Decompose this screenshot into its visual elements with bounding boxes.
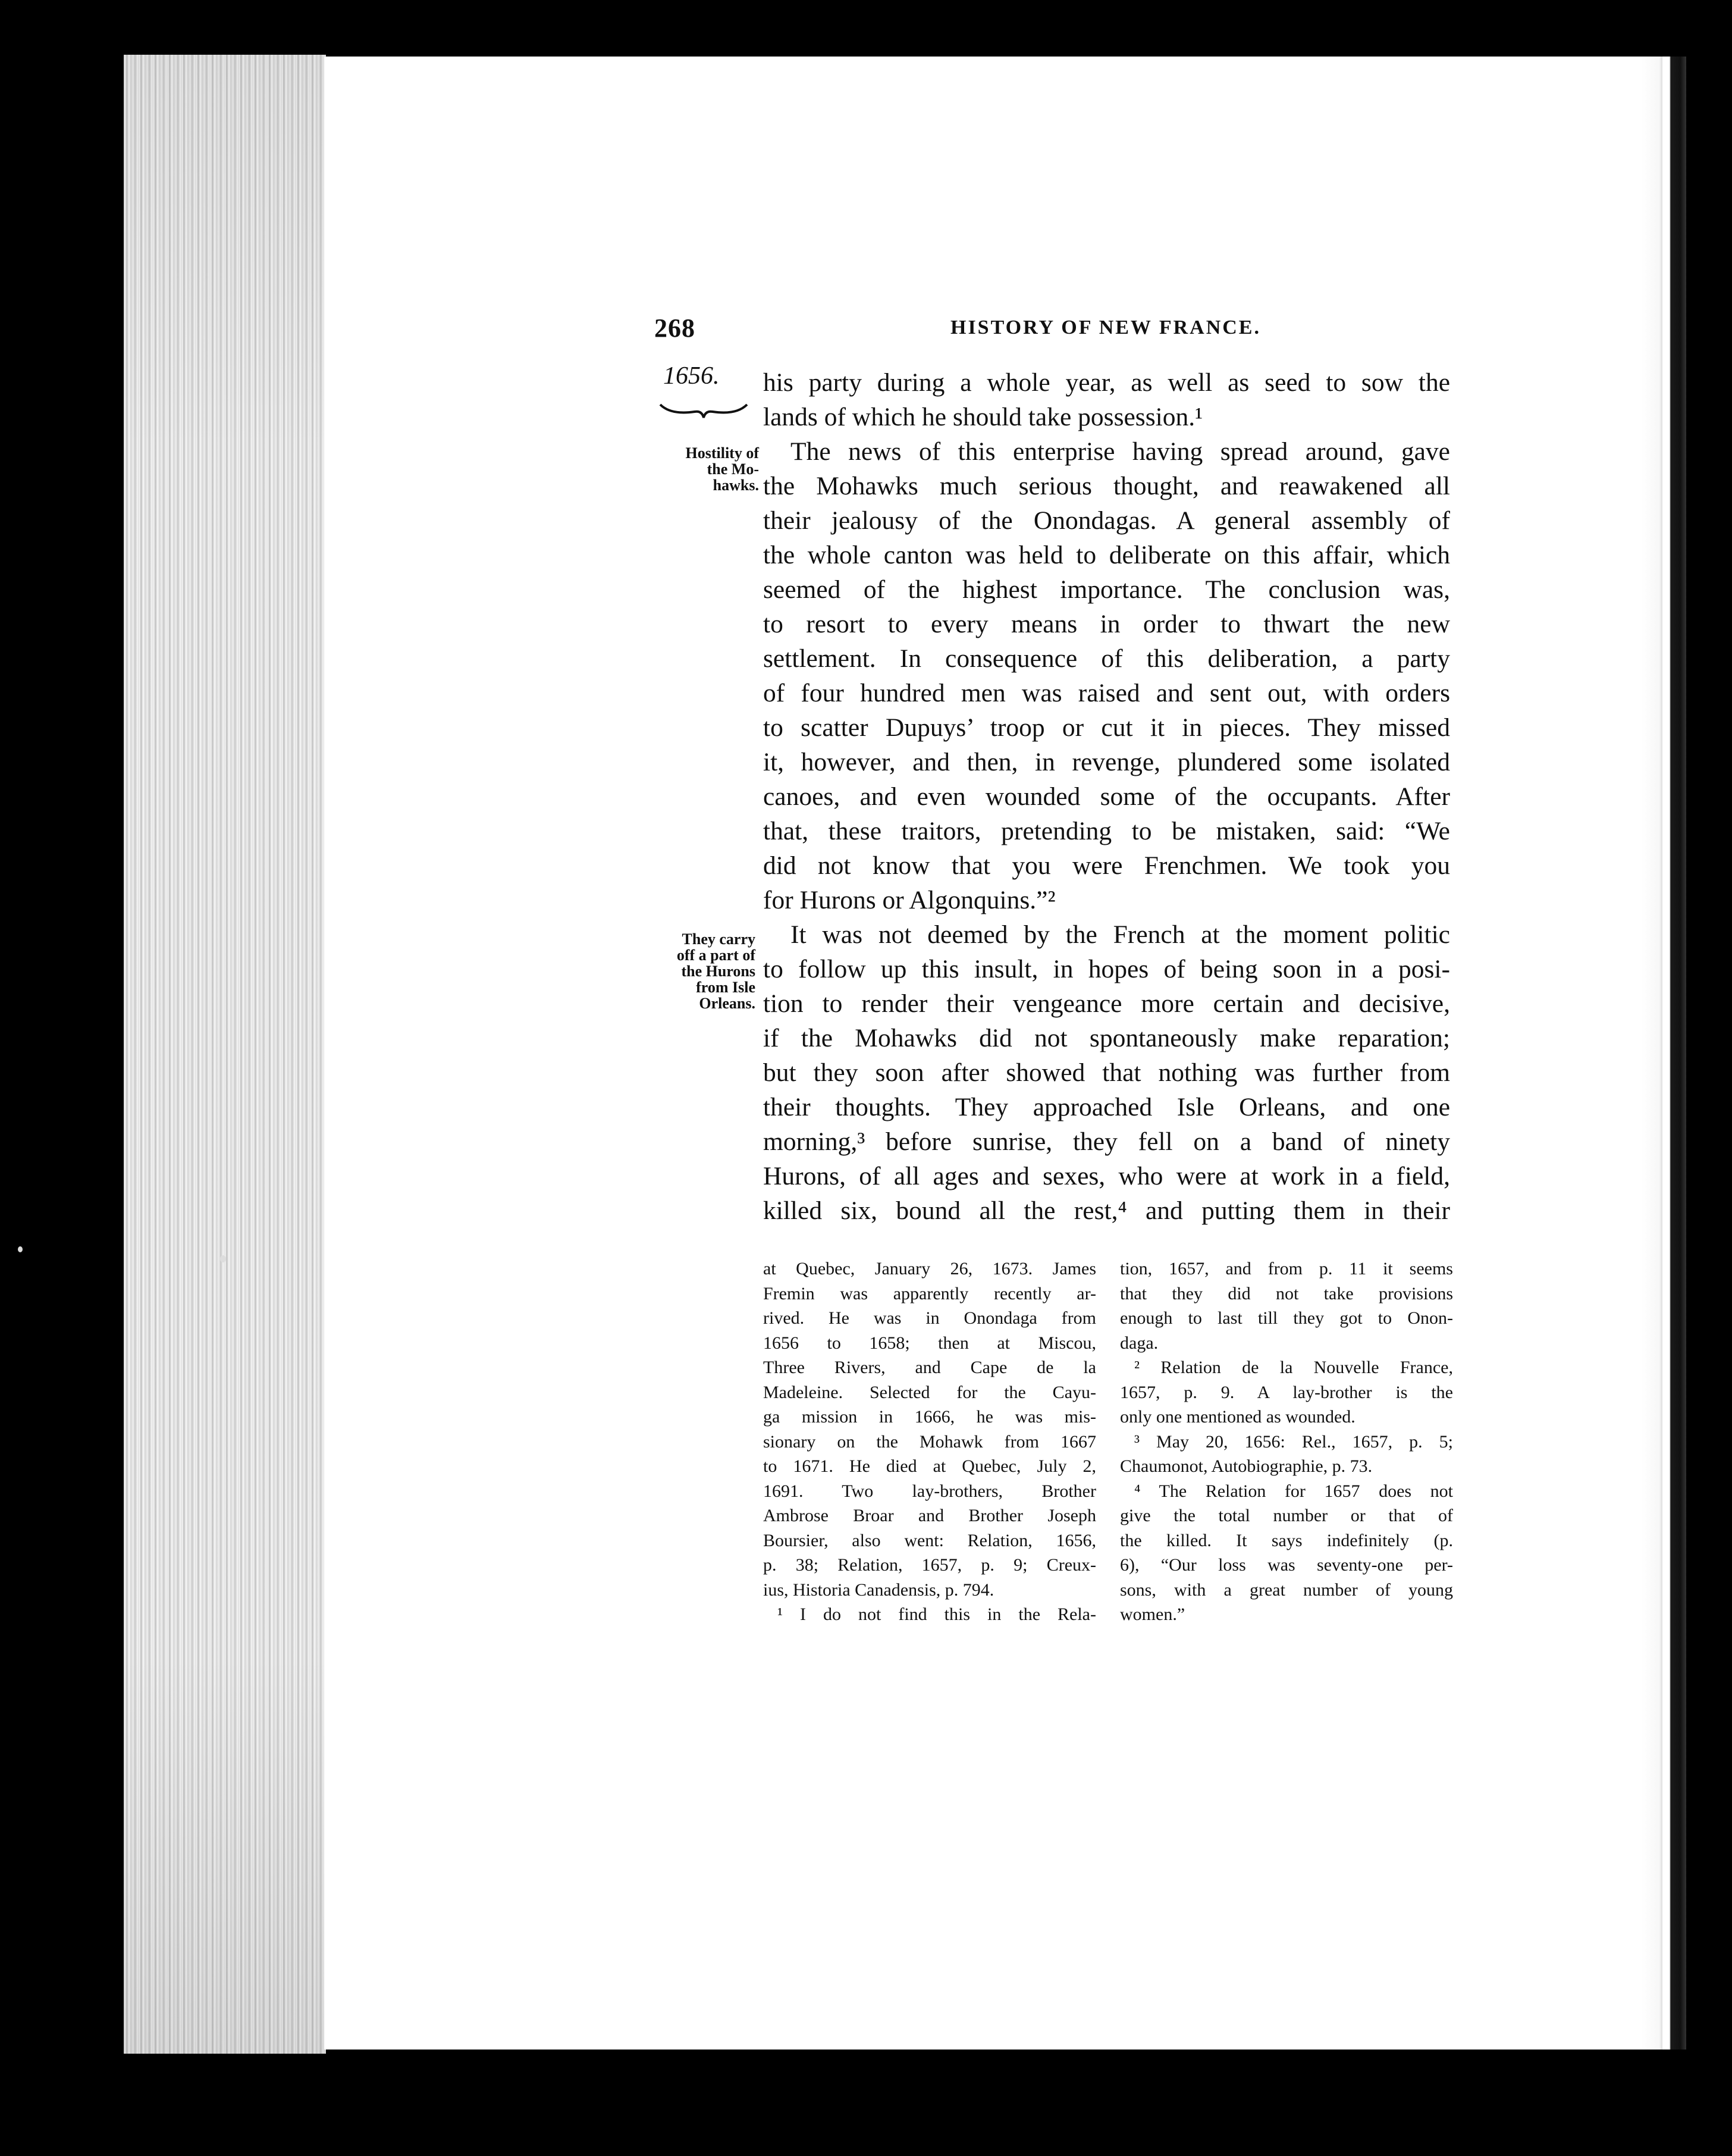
sidenote-hurons	[653, 931, 755, 1011]
footnotes-left-column	[763, 1256, 1096, 1627]
text-line: that, these traitors, pretending to be mistaken, said: “We	[763, 817, 1450, 845]
footnote-line: the killed. It says indefinitely (p.	[1120, 1530, 1453, 1550]
text-line: but they soon after showed that nothing was further from	[763, 1058, 1450, 1087]
sidenote-line: from Isle	[696, 979, 755, 996]
body-text	[763, 365, 1450, 1228]
page-gutter-shadow	[1642, 57, 1663, 2050]
footnote-line: ³ May 20, 1656: Rel., 1657, p. 5;	[1134, 1431, 1453, 1452]
footnote-line: ⁴ The Relation for 1657 does not	[1134, 1481, 1453, 1501]
sidenote-line: They carry	[682, 930, 755, 948]
footnote-line: only one mentioned as wounded.	[1120, 1407, 1356, 1427]
footnote-line: ² Relation de la Nouvelle France,	[1134, 1358, 1453, 1377]
sidenote-line: Orleans.	[699, 995, 755, 1012]
footnote-line: 1691. Two lay-brothers, Brother	[763, 1481, 1096, 1501]
text-line: tion to render their vengeance more certain and decisive,	[763, 989, 1450, 1018]
running-head: HISTORY OF NEW FRANCE.	[950, 316, 1261, 339]
footnote-line: Chaumonot, Autobiographie, p. 73.	[1120, 1456, 1373, 1476]
text-line: Hurons, of all ages and sexes, who were at work in a field,	[763, 1162, 1450, 1190]
text-line: to resort to every means in order to thwart the new	[763, 610, 1450, 638]
footnote-line: 6), “Our loss was seventy-one per-	[1120, 1555, 1453, 1575]
text-line: for Hurons or Algonquins.”²	[763, 886, 1056, 914]
text-line: the Mohawks much serious thought, and reawakened all	[763, 472, 1450, 500]
text-line: if the Mohawks did not spontaneously make reparation;	[763, 1024, 1450, 1052]
text-line: The news of this enterprise having spread around, gave	[790, 437, 1450, 466]
text-line: to scatter Dupuys’ troop or cut it in pieces. They missed	[763, 713, 1450, 742]
paragraph-2	[763, 434, 1450, 917]
footnote-line: Ambrose Broar and Brother Joseph	[763, 1506, 1096, 1525]
footnote-line: women.”	[1120, 1605, 1185, 1624]
text-line: their thoughts. They approached Isle Orleans, and one	[763, 1093, 1450, 1121]
footnote-line: at Quebec, January 26, 1673. James	[763, 1259, 1096, 1278]
footnote-line: Three Rivers, and Cape de la	[763, 1358, 1096, 1377]
text-line: morning,³ before sunrise, they fell on a band of ninety	[763, 1127, 1450, 1156]
text-line: of four hundred men was raised and sent out, with orders	[763, 679, 1450, 707]
footnote-line: Madeleine. Selected for the Cayu-	[763, 1382, 1096, 1402]
text-line: lands of which he should take possession.¹	[763, 403, 1203, 431]
book-page-edges	[124, 55, 326, 2054]
footnote-line: that they did not take provisions	[1120, 1283, 1453, 1303]
page-header	[654, 313, 1451, 349]
sidenote-line: off a part of	[676, 947, 755, 964]
text-line: to follow up this insult, in hopes of being soon in a posi-	[763, 955, 1450, 983]
sidenote-line: the Mo-	[707, 460, 759, 478]
text-line: their jealousy of the Onondagas. A general assembly of	[763, 506, 1450, 535]
text-line: his party during a whole year, as well as seed to sow the	[763, 368, 1450, 397]
page-number: 268	[654, 314, 695, 343]
footnote-line: p. 38; Relation, 1657, p. 9; Creux-	[763, 1555, 1096, 1575]
footnote-line: rived. He was in Onondaga from	[763, 1308, 1096, 1328]
footnote-line: ius, Historia Canadensis, p. 794.	[763, 1580, 994, 1600]
sidenote-line: the Hurons	[681, 963, 755, 980]
paragraph-3	[763, 917, 1450, 1228]
dust-speck	[220, 1255, 226, 1262]
footnote-line: tion, 1657, and from p. 11 it seems	[1120, 1259, 1453, 1278]
footnote-line: give the total number or that of	[1120, 1506, 1453, 1525]
footnote-line: enough to last till they got to Onon-	[1120, 1308, 1453, 1328]
book-cover-edge	[1662, 57, 1686, 2050]
footnote-line: sons, with a great number of young	[1120, 1580, 1453, 1600]
footnote-line: 1656 to 1658; then at Miscou,	[763, 1333, 1096, 1353]
text-line: did not know that you were Frenchmen. We took you	[763, 851, 1450, 880]
footnote-line: ga mission in 1666, he was mis-	[763, 1407, 1096, 1427]
footnote-line: sionary on the Mohawk from 1667	[763, 1431, 1096, 1452]
sidenote-line: hawks.	[713, 477, 759, 494]
paragraph-1	[763, 365, 1450, 434]
margin-year: 1656.	[663, 362, 720, 390]
brace-icon	[659, 399, 748, 420]
footnote-line: Fremin was apparently recently ar-	[763, 1283, 1096, 1303]
sidenote-line: Hostility of	[685, 444, 759, 462]
text-line: it, however, and then, in revenge, plundered some isolated	[763, 748, 1450, 776]
footnote-line: daga.	[1120, 1333, 1159, 1353]
footnote-line: to 1671. He died at Quebec, July 2,	[763, 1456, 1096, 1476]
text-line: canoes, and even wounded some of the occupants. After	[763, 782, 1450, 811]
dust-speck	[18, 1246, 23, 1252]
footnote-line: ¹ I do not find this in the Rela-	[777, 1605, 1096, 1624]
text-line: seemed of the highest importance. The conclusion was,	[763, 575, 1450, 604]
footnotes-right-column	[1120, 1256, 1453, 1627]
footnote-line: Boursier, also went: Relation, 1656,	[763, 1530, 1096, 1550]
text-line: It was not deemed by the French at the moment politic	[790, 920, 1450, 949]
text-line: killed six, bound all the rest,⁴ and putting them in their	[763, 1196, 1450, 1225]
footnote-line: 1657, p. 9. A lay-brother is the	[1120, 1382, 1453, 1402]
text-line: settlement. In consequence of this deliberation, a party	[763, 644, 1450, 673]
sidenote-hostility	[653, 445, 759, 493]
text-line: the whole canton was held to deliberate on this affair, which	[763, 541, 1450, 569]
